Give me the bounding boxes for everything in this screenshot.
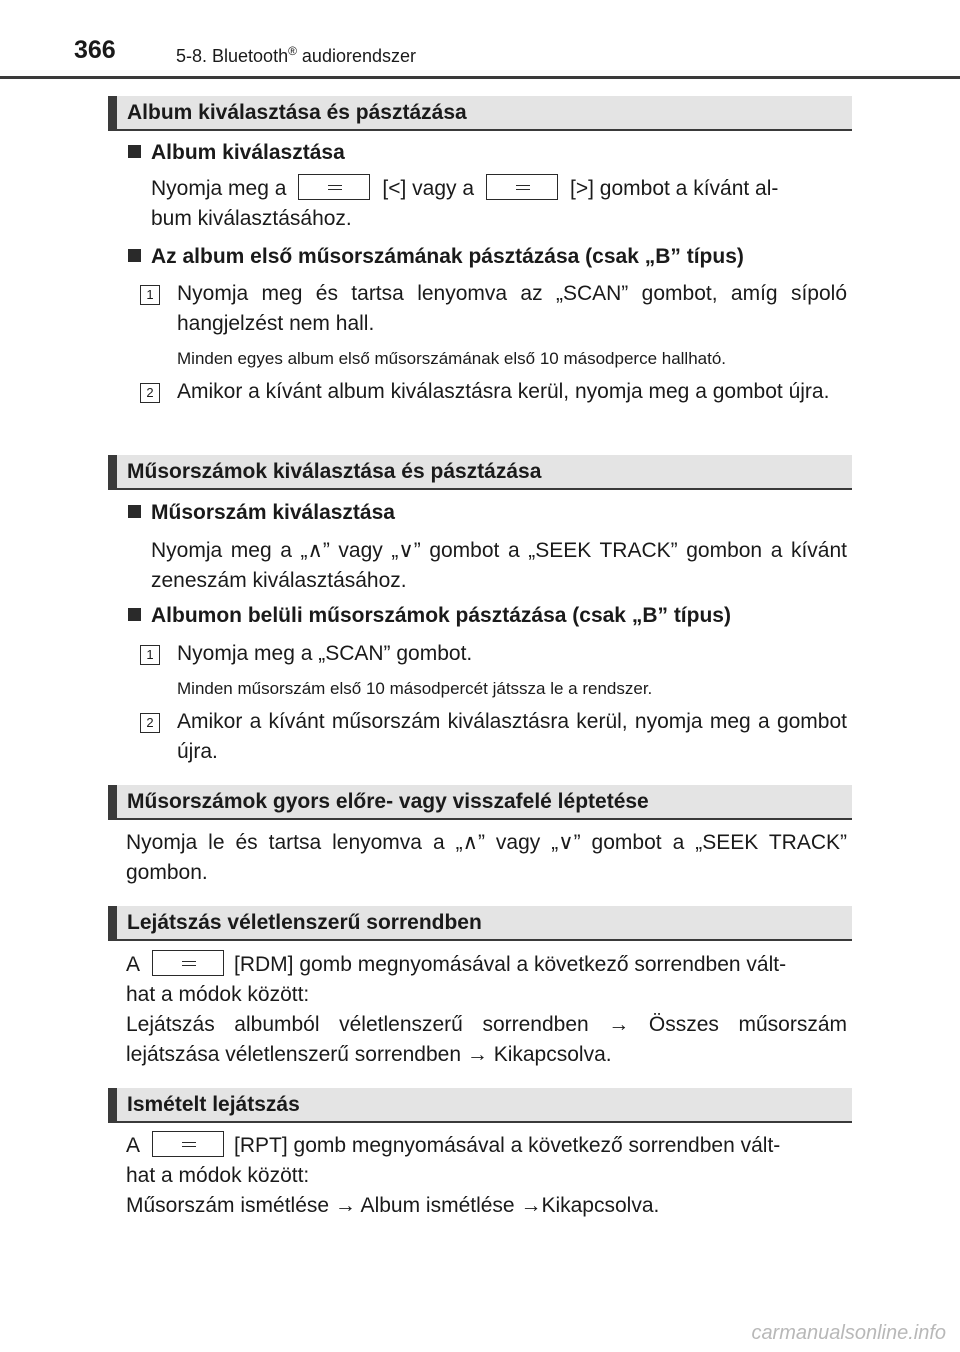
step-number-1: 1 — [140, 285, 160, 305]
album-scan-step2: Amikor a kívánt album kiválasztásra kerül, nyomja meg a gombot újra. — [177, 380, 830, 403]
step-number-1: 1 — [140, 645, 160, 665]
repeat-text: A [RPT] gomb megnyomásával a következő sorrendben vált- hat a módok között: Műsorszám ismétlése → Album ismétlése →Kikapcsolva. — [126, 1131, 847, 1221]
fast-forward-text: Nyomja le és tartsa lenyomva a „∧” vagy „∨” gombot a „SEEK TRACK” gombon. — [126, 831, 847, 884]
page-header — [0, 0, 960, 80]
section-heading-album: Album kiválasztása és pásztázása — [108, 96, 852, 131]
preset-button-icon — [486, 174, 558, 200]
preset-button-icon — [298, 174, 370, 200]
track-scan-step1: Nyomja meg a „SCAN” gombot. — [177, 642, 473, 665]
album-scan-step1: Nyomja meg és tartsa lenyomva az „SCAN” gombot, amíg sípoló hangjelzést nem hall. — [177, 282, 847, 335]
header-rule — [0, 76, 960, 79]
subheading-album-scan: Az album első műsorszámának pásztázása (csak „B” típus) — [128, 245, 744, 269]
subheading-album-select: Album kiválasztása — [128, 141, 345, 165]
track-select-text: Nyomja meg a „∧” vagy „∨” gombot a „SEEK TRACK” gombon a kívánt zeneszám kiválasztásához. — [151, 539, 847, 592]
track-scan-step2: Amikor a kívánt műsorszám kiválasztásra kerül, nyomja meg a gombot újra. — [177, 710, 847, 763]
album-select-text: Nyomja meg a [<] vagy a [>] gombot a kívánt al- bum kiválasztásához. — [151, 174, 847, 234]
section-heading-repeat: Ismételt lejátszás — [108, 1088, 852, 1123]
section-heading-fast-forward: Műsorszámok gyors előre- vagy visszafelé léptetése — [108, 785, 852, 820]
section-heading-random: Lejátszás véletlenszerű sorrendben — [108, 906, 852, 941]
step-number-2: 2 — [140, 713, 160, 733]
page-number: 366 — [74, 36, 116, 64]
preset-button-icon — [152, 1131, 224, 1157]
chapter-title: 5-8. Bluetooth® audiorendszer — [176, 44, 416, 66]
random-text: A [RDM] gomb megnyomásával a következő sorrendben vált- hat a módok között: Lejátszás albumból véletlenszerű sorrendben → Összes műsorszám lejátszása véletlenszerű sorrendben → Kikapcsolva. — [126, 950, 847, 1070]
album-scan-note: Minden egyes album első műsorszámának első 10 másodperce hallható. — [177, 349, 727, 368]
preset-button-icon — [152, 950, 224, 976]
watermark: carmanualsonline.info — [751, 1322, 946, 1344]
track-scan-note: Minden műsorszám első 10 másodpercét játssza le a rendszer. — [177, 679, 653, 698]
subheading-track-scan: Albumon belüli műsorszámok pásztázása (csak „B” típus) — [128, 604, 731, 628]
step-number-2: 2 — [140, 383, 160, 403]
subheading-track-select: Műsorszám kiválasztása — [128, 501, 395, 525]
section-heading-tracks: Műsorszámok kiválasztása és pásztázása — [108, 455, 852, 490]
